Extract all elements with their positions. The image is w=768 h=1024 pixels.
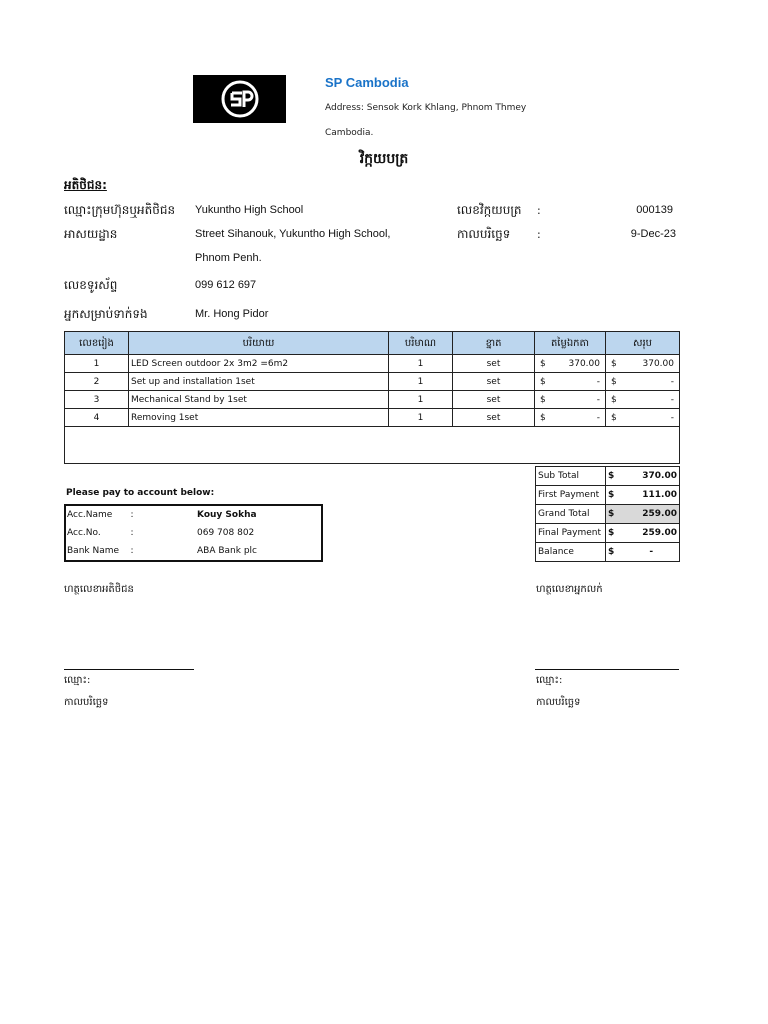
- row-no: 1: [65, 355, 129, 373]
- totals-row-first-payment: [536, 486, 680, 505]
- row-total: [606, 373, 680, 391]
- customer-company-label: ឈ្មោះក្រុមហ៊ុនឬអតិថិជន: [64, 203, 176, 217]
- currency-symbol: $: [540, 394, 546, 405]
- row-unit: set: [453, 391, 535, 409]
- seller-signature-label: ហត្ថលេខាអ្នកលក់: [536, 584, 603, 595]
- header-description: បរិយាយ: [129, 332, 389, 355]
- bank-label: Acc.Name: [67, 510, 113, 520]
- table-row: [65, 373, 680, 391]
- totals-currency: $: [606, 486, 624, 505]
- totals-value: 370.00: [624, 467, 680, 486]
- totals-row-balance: [536, 543, 680, 562]
- seller-signature-line: [535, 669, 679, 670]
- bank-value: ABA Bank plc: [197, 546, 257, 556]
- totals-currency: $: [606, 505, 624, 524]
- header-unit: ខ្នាត: [453, 332, 535, 355]
- row-unit-price: [535, 373, 606, 391]
- totals-row-subtotal: [536, 467, 680, 486]
- total-value: -: [670, 394, 674, 405]
- customer-address-value2: Phnom Penh.: [195, 252, 262, 264]
- row-quantity: 1: [389, 409, 453, 427]
- totals-table: [535, 466, 680, 562]
- blank-row: [65, 427, 680, 464]
- invoice-number-value: 000139: [636, 204, 673, 216]
- totals-value: -: [624, 543, 680, 562]
- table-row: [65, 391, 680, 409]
- customer-heading: អតិថិជន:: [64, 178, 107, 192]
- customer-name-label: ឈ្មោះ:: [64, 675, 91, 686]
- table-row: [65, 409, 680, 427]
- header-no: លេខរៀង: [65, 332, 129, 355]
- bank-label: Acc.No.: [67, 528, 101, 538]
- price-value: -: [596, 394, 600, 405]
- total-value: -: [670, 376, 674, 387]
- row-total: [606, 391, 680, 409]
- table-row: [65, 355, 680, 373]
- customer-contact-label: អ្នកសម្រាប់ទាក់ទង: [64, 307, 148, 321]
- customer-phone-value: 099 612 697: [195, 279, 257, 291]
- customer-signature-label: ហត្ថលេខាអតិថិជន: [64, 584, 134, 595]
- row-description: Set up and installation 1set: [129, 373, 389, 391]
- price-value: -: [596, 412, 600, 423]
- customer-signature-line: [64, 669, 194, 670]
- row-quantity: 1: [389, 373, 453, 391]
- company-address-line1: Address: Sensok Kork Khlang, Phnom Thmey: [325, 103, 527, 113]
- bank-row: [65, 542, 322, 561]
- row-unit-price: [535, 355, 606, 373]
- customer-company-value: Yukuntho High School: [195, 204, 304, 216]
- totals-value: 259.00: [624, 505, 680, 524]
- row-unit-price: [535, 391, 606, 409]
- currency-symbol: $: [611, 358, 617, 369]
- price-value: 370.00: [568, 358, 600, 369]
- company-name: SP Cambodia: [325, 75, 409, 90]
- totals-row-grand-total: [536, 505, 680, 524]
- row-no: 3: [65, 391, 129, 409]
- row-no: 2: [65, 373, 129, 391]
- totals-label: Final Payment: [536, 524, 606, 543]
- sp-logo-icon: [220, 79, 260, 119]
- totals-currency: $: [606, 543, 624, 562]
- header-quantity: បរិមាណ: [389, 332, 453, 355]
- bank-colon: :: [130, 528, 134, 538]
- bank-row: [65, 505, 322, 524]
- company-address-line2: Cambodia.: [325, 128, 374, 138]
- row-total: [606, 355, 680, 373]
- totals-label: Balance: [536, 543, 606, 562]
- document-title: វិក្កយបត្រ: [359, 151, 409, 167]
- bank-row: [65, 524, 322, 542]
- bank-colon: :: [130, 546, 134, 556]
- invoice-number-label: លេខវិក្កយបត្រ: [457, 203, 522, 217]
- bank-value: Kouy Sokha: [197, 510, 257, 520]
- invoice-date-colon: :: [537, 228, 541, 241]
- totals-value: 259.00: [624, 524, 680, 543]
- row-unit: set: [453, 409, 535, 427]
- row-description: LED Screen outdoor 2x 3m2 =6m2: [129, 355, 389, 373]
- currency-symbol: $: [611, 412, 617, 423]
- bank-label: Bank Name: [67, 546, 120, 556]
- company-logo: [193, 75, 286, 123]
- currency-symbol: $: [540, 358, 546, 369]
- seller-name-label: ឈ្មោះ:: [536, 675, 563, 686]
- bank-colon: :: [130, 510, 134, 520]
- blank-cell: [65, 427, 680, 464]
- totals-currency: $: [606, 467, 624, 486]
- price-value: -: [596, 376, 600, 387]
- currency-symbol: $: [540, 412, 546, 423]
- customer-date-label: កាលបរិច្ឆេទ: [64, 697, 109, 708]
- row-unit-price: [535, 409, 606, 427]
- bank-value: 069 708 802: [197, 528, 255, 538]
- row-description: Mechanical Stand by 1set: [129, 391, 389, 409]
- total-value: 370.00: [642, 358, 674, 369]
- row-unit: set: [453, 355, 535, 373]
- total-value: -: [670, 412, 674, 423]
- row-unit: set: [453, 373, 535, 391]
- header-total: សរុប: [606, 332, 680, 355]
- bank-account-box: [64, 504, 323, 562]
- totals-row-final-payment: [536, 524, 680, 543]
- totals-currency: $: [606, 524, 624, 543]
- totals-value: 111.00: [624, 486, 680, 505]
- row-quantity: 1: [389, 391, 453, 409]
- totals-label: Grand Total: [536, 505, 606, 524]
- totals-label: First Payment: [536, 486, 606, 505]
- customer-address-label: អាសយដ្ឋាន: [64, 227, 118, 241]
- invoice-number-colon: :: [537, 204, 541, 217]
- invoice-date-label: កាលបរិច្ឆេទ: [457, 227, 511, 241]
- customer-phone-label: លេខទូរស័ព្ទ: [64, 278, 118, 292]
- currency-symbol: $: [611, 394, 617, 405]
- totals-label: Sub Total: [536, 467, 606, 486]
- customer-contact-value: Mr. Hong Pidor: [195, 308, 269, 320]
- currency-symbol: $: [611, 376, 617, 387]
- items-header-row: [65, 332, 680, 355]
- items-table: [64, 331, 680, 464]
- payment-heading: Please pay to account below:: [66, 488, 215, 498]
- invoice-date-value: 9-Dec-23: [630, 228, 676, 240]
- currency-symbol: $: [540, 376, 546, 387]
- customer-address-value1: Street Sihanouk, Yukuntho High School,: [195, 228, 391, 240]
- row-quantity: 1: [389, 355, 453, 373]
- row-total: [606, 409, 680, 427]
- header-unit-price: តម្លៃឯកតា: [535, 332, 606, 355]
- seller-date-label: កាលបរិច្ឆេទ: [536, 697, 581, 708]
- row-description: Removing 1set: [129, 409, 389, 427]
- row-no: 4: [65, 409, 129, 427]
